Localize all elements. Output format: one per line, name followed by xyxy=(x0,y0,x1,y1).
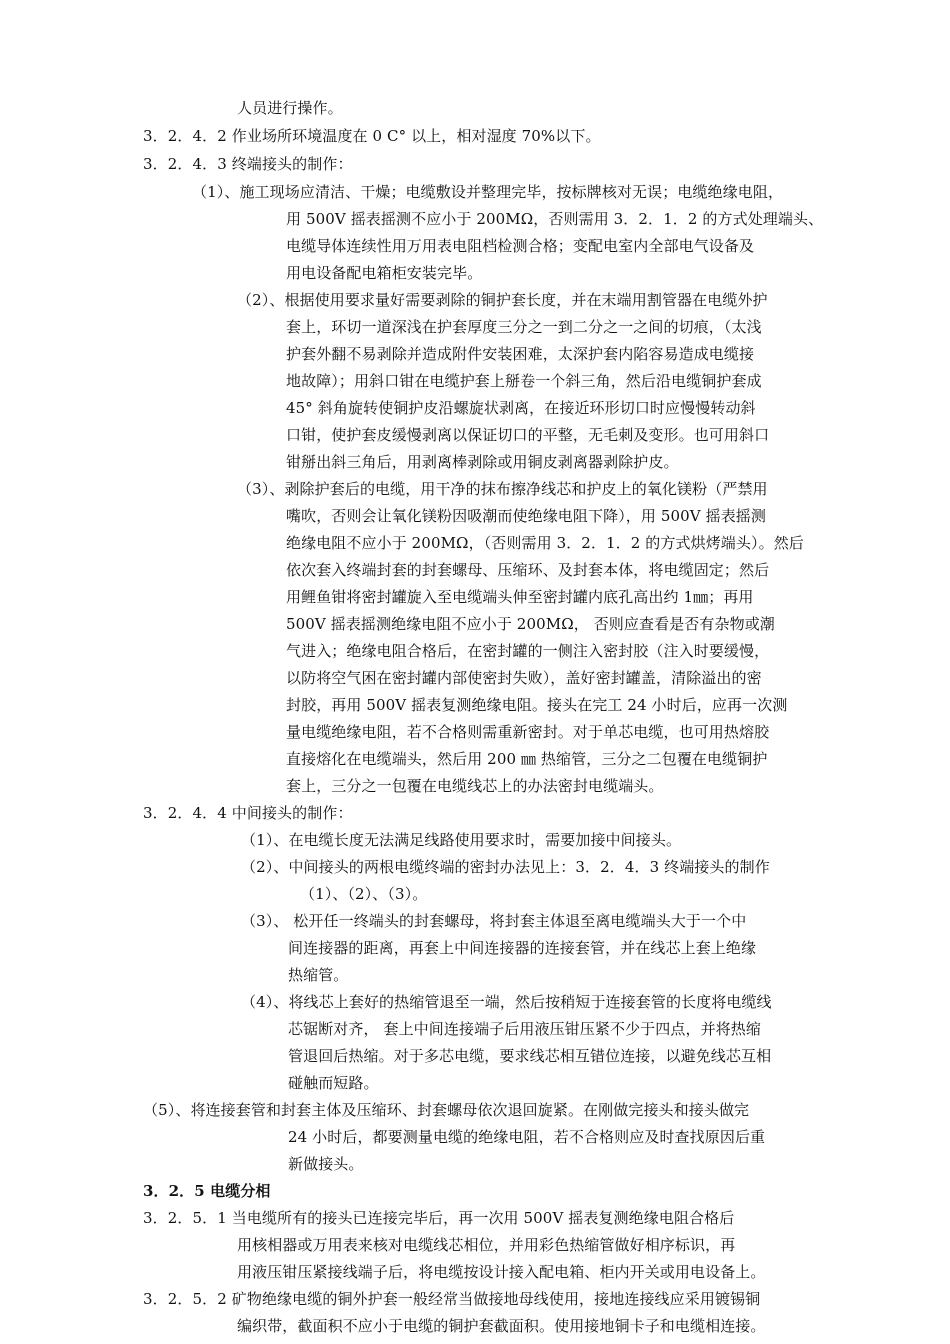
text-line: 45° 斜角旋转使铜护皮沿螺旋状剥离，在接近环形切口时应慢慢转动斜 xyxy=(286,399,756,417)
text-line: 护套外翻不易剥除并造成附件安装困难，太深护套内陷容易造成电缆接 xyxy=(286,345,755,363)
text-line: 量电缆绝缘电阻，若不合格则需重新密封。对于单芯电缆，也可用热熔胶 xyxy=(286,723,770,741)
text-line: 用 500V 摇表摇测不应小于 200MΩ，否则需用 3．2．1．2 的方式处理端头、 xyxy=(286,210,824,228)
text-line: 钳掰出斜三角后，用剥离棒剥除或用铜皮剥离器剥除护皮。 xyxy=(286,453,679,471)
section-heading-3-2-5: 3．2．5 电缆分相 xyxy=(143,1182,271,1200)
text-line: 用液压钳压紧接线端子后，将电缆按设计接入配电箱、柜内开关或用电设备上。 xyxy=(237,1263,766,1281)
list-item-1: （1）、施工现场应清洁、干燥；电缆敷设并整理完毕，按标牌核对无误；电缆绝缘电阻， xyxy=(192,183,784,201)
text-line: 人员进行操作。 xyxy=(237,99,343,117)
list-item-2: （2）、根据使用要求量好需要剥除的铜护套长度，并在末端用割管器在电缆外护 xyxy=(237,291,768,309)
text-line: 用鲤鱼钳将密封罐旋入至电缆端头伸至密封罐内底孔高出约 1㎜；再用 xyxy=(286,588,754,606)
list-item-3: （3）、剥除护套后的电缆，用干净的抹布擦净线芯和护皮上的氧化镁粉（严禁用 xyxy=(237,480,768,498)
text-line: 用电设备配电箱柜安装完毕。 xyxy=(286,264,483,282)
text-line: 绝缘电阻不应小于 200MΩ，（否则需用 3．2．1．2 的方式烘烤端头）。然后 xyxy=(286,534,804,552)
list-item-4: （4）、将线芯上套好的热缩管退至一端，然后按稍短于连接套管的长度将电缆线 xyxy=(241,993,772,1011)
text-line: 热缩管。 xyxy=(288,966,349,984)
text-line: 嘴吹，否则会让氧化镁粉因吸潮而使绝缘电阻下降），用 500V 摇表摇测 xyxy=(286,507,767,525)
text-line: 24 小时后，都要测量电缆的绝缘电阻，若不合格则应及时查找原因后重 xyxy=(288,1128,766,1146)
text-line: 口钳，使护套皮缓慢剥离以保证切口的平整，无毛刺及变形。也可用斜口 xyxy=(286,426,770,444)
section-heading-3-2-4-2: 3．2．4．2 作业场所环境温度在 0 C° 以上，相对湿度 70%以下。 xyxy=(143,127,601,145)
list-item-3: （3）、 松开任一终端头的封套螺母，将封套主体退至离电缆端头大于一个中 xyxy=(241,912,747,930)
text-line: 碰触而短路。 xyxy=(288,1074,379,1092)
text-line: 以防将空气困在密封罐内部使密封失败），盖好密封罐盖，清除溢出的密 xyxy=(286,669,762,687)
text-line: 管退回后热缩。对于多芯电缆，要求线芯相互错位连接，以避免线芯互相 xyxy=(288,1047,772,1065)
text-line: 电缆导体连续性用万用表电阻档检测合格；变配电室内全部电气设备及 xyxy=(286,237,755,255)
text-line: 间连接器的距离，再套上中间连接器的连接套管，并在线芯上套上绝缘 xyxy=(288,939,757,957)
text-line: 新做接头。 xyxy=(288,1155,364,1173)
text-line: 500V 摇表摇测绝缘电阻不应小于 200MΩ， 否则应查看是否有杂物或潮 xyxy=(286,615,775,633)
text-line: 气进入；绝缘电阻合格后，在密封罐的一侧注入密封胶（注入时要缓慢， xyxy=(286,642,770,660)
list-item-5: （5）、将连接套管和封套主体及压缩环、封套螺母依次退回旋紧。在刚做完接头和接头做完 xyxy=(143,1101,750,1119)
list-item-2: （2）、中间接头的两根电缆终端的密封办法见上：3．2．4．3 终端接头的制作 xyxy=(241,858,770,876)
text-line: 套上，环切一道深浅在护套厚度三分之一到二分之一之间的切痕，（太浅 xyxy=(286,318,762,336)
section-heading-3-2-5-2: 3．2．5．2 矿物绝缘电缆的铜外护套一般经常当做接地母线使用，接地连接线应采用镀锡铜 xyxy=(143,1290,761,1308)
text-line: 编织带，截面积不应小于电缆的铜护套截面积。使用接地铜卡子和电缆相连接。 xyxy=(237,1317,766,1335)
text-line: 用核相器或万用表来核对电缆线芯相位，并用彩色热缩管做好相序标识，再 xyxy=(237,1236,736,1254)
section-heading-3-2-4-4: 3．2．4．4 中间接头的制作： xyxy=(143,804,353,822)
text-line: 芯锯断对齐， 套上中间连接端子后用液压钳压紧不少于四点，并将热缩 xyxy=(288,1020,761,1038)
text-line: 套上，三分之一包覆在电缆线芯上的办法密封电缆端头。 xyxy=(286,777,664,795)
text-line: 直接熔化在电缆端头，然后用 200 ㎜ 热缩管，三分之二包覆在电缆铜护 xyxy=(286,750,768,768)
section-heading-3-2-4-3: 3．2．4．3 终端接头的制作： xyxy=(143,155,353,173)
text-line: 封胶，再用 500V 摇表复测绝缘电阻。接头在完工 24 小时后，应再一次测 xyxy=(286,696,788,714)
text-line: 地故障）；用斜口钳在电缆护套上掰卷一个斜三角，然后沿电缆铜护套成 xyxy=(286,372,762,390)
section-heading-3-2-5-1: 3．2．5．1 当电缆所有的接头已连接完毕后，再一次用 500V 摇表复测绝缘电阻合格后 xyxy=(143,1209,735,1227)
text-line: 依次套入终端封套的封套螺母、压缩环、及封套本体，将电缆固定；然后 xyxy=(286,561,770,579)
list-item-1: （1）、在电缆长度无法满足线路使用要求时，需要加接中间接头。 xyxy=(241,831,682,849)
text-line: （1）、（2）、（3）。 xyxy=(300,885,428,903)
